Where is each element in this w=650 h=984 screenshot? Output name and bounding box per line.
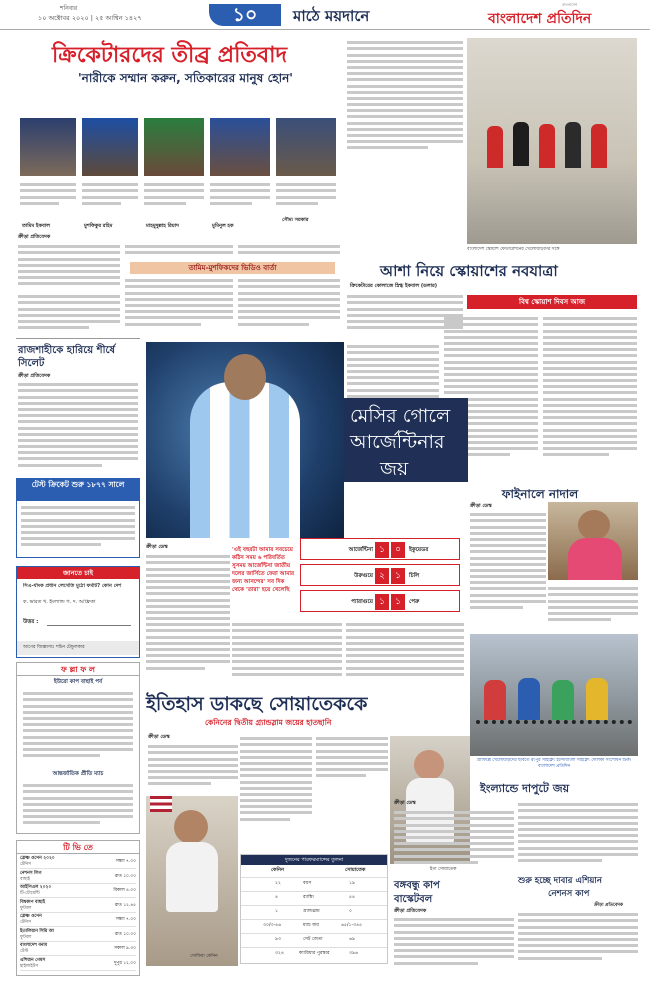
history-reporter: ক্রীড়া ডেস্ক [148, 734, 170, 740]
table-cell: ২২ [275, 881, 281, 886]
quiz-title: জানতে চাই [17, 567, 139, 579]
tv-listing [20, 856, 136, 974]
tv-row [20, 871, 136, 884]
player-name-2: মুশফিকুর রহিম [84, 223, 113, 229]
score-team-right: ইকুয়েডর [409, 547, 429, 553]
ilish-reporter: ক্রীড়া ডেস্ক [394, 800, 416, 806]
tv-program: ইতালিয়ান সিরি আ [20, 928, 54, 934]
history-body-right [316, 734, 388, 790]
quiz-answer-label: উত্তর : [23, 619, 39, 625]
nadal-reporter: ক্রীড়া ডেস্ক [470, 503, 492, 509]
player-photos [16, 118, 340, 178]
player-photo-2 [82, 118, 138, 176]
ilish-headline: ইংল্যান্ডে দাপুটে জয় [480, 782, 570, 795]
tv-title: টি ভি তে [17, 841, 139, 854]
brand-small: বাংলাদেশ [562, 2, 578, 7]
nadal-body [470, 510, 546, 630]
score-team-left: প্যারাগুয়ে [351, 599, 373, 605]
test-box-body [21, 503, 135, 553]
comparison-table-head [241, 867, 387, 876]
messi-body-3 [300, 620, 346, 688]
score-left: ১ [375, 594, 389, 610]
messi-headline-1: মেসির গোলে [350, 405, 451, 427]
messi-body-4 [346, 620, 464, 688]
table-cell: ৩৯৬ [349, 951, 358, 956]
tv-program: ফ্রেঞ্চ ওপেন [20, 914, 42, 919]
lead-body-col3 [238, 242, 340, 262]
tv-time: রাত ১০.০০ [114, 873, 136, 879]
table-cell: ১ [275, 909, 278, 914]
player-photo-4 [210, 118, 270, 176]
quiz-options: ক. ভারত খ. ইংল্যান্ড গ. দ. আফ্রিকা [23, 599, 96, 605]
left-column-rule [16, 338, 140, 339]
score-left: ১ [375, 542, 389, 558]
table-cell: ৬৯ [349, 937, 355, 942]
tv-time: রাত ১২.৪৫ [114, 902, 136, 908]
page-number-text: ১০ [232, 4, 258, 26]
tv-channel: ফুটবল [20, 934, 32, 940]
table-cell: ০ [349, 909, 352, 914]
tv-program: ফ্রেঞ্চ ওপেন ২০২০ [20, 856, 55, 861]
messi-quote: 'এই বছরটা আমার সবচেয়ে কঠিন সময় ৬ পরিবর্তিত সুসময় আর্জেন্টিনা জাতীয় দলের জার্সিতে ফেরা আমার জন্য আনন্দের' সব দিক থেকে 'তারা' হয়ে খেলেছি [232, 547, 295, 593]
table-cell: সেট জেতা [303, 937, 323, 942]
nadal-photo [548, 502, 638, 580]
rajshahi-reporter: ক্রীড়া প্রতিবেদক [18, 373, 51, 379]
asian-body [518, 910, 638, 970]
history-headline: ইতিহাস ডাকছে সোয়াতেককে [146, 693, 368, 715]
bangabandhu-body [394, 915, 514, 971]
football-sub1: ইউরো কাপ বাছাই পর্ব [53, 679, 103, 685]
player-photo-1 [20, 118, 76, 176]
kenin-photo [146, 796, 238, 966]
football-title: ফ ল্লা ফ ল [17, 663, 139, 676]
squash-intro-text [347, 38, 463, 172]
tv-channel: বাছাই [20, 876, 30, 882]
ilish-body-2 [518, 800, 638, 870]
asian-headline-2: নেশনস কাপ [548, 889, 590, 899]
cycling-caption: গ্রাফিক্সে খেলোয়াড়দের ছবিতে রংপুর সাইক্লিং ইন্দোবাংলা সাইক্লিং দোলকা সংশোধন শুরু। বাংলাদেশ প্রতিদিন [476, 758, 632, 769]
tv-row [20, 943, 136, 956]
asian-headline-1: শুরু হচ্ছে দাবার এশিয়ান [518, 876, 602, 886]
quiz-footer: আগের জিজ্ঞাসাঃ শচিন টেন্ডুলকার [17, 641, 139, 655]
tv-row [20, 958, 136, 971]
score-right: ১ [391, 568, 405, 584]
score-row [300, 564, 460, 586]
football-results-1 [23, 689, 133, 767]
tv-row [20, 929, 136, 942]
video-box-title: তামিম-মুশফিকদের ভিডিও বার্তা [130, 262, 335, 274]
comparison-table-title: দুজনের পারফরম্যান্সের তুলনা [241, 855, 387, 865]
messi-photo [146, 342, 344, 538]
score-row [300, 538, 460, 560]
tv-channel: টেনিস [20, 920, 31, 925]
table-cell: ৪ [275, 895, 278, 900]
lead-headline: ক্রিকেটারদের তীব্র প্রতিবাদ [52, 43, 288, 68]
table-cell: ক্যারিয়ার পুরস্কার [299, 951, 330, 956]
history-subhead: কেনিনের দ্বিতীয় গ্র্যান্ডস্লাম জয়ের হাতছানি [205, 718, 332, 727]
table-cell: ৩০/৩-৪৬ [263, 923, 282, 928]
scoreboard [300, 538, 460, 618]
tv-row [20, 900, 136, 913]
football-results-2 [23, 781, 133, 831]
table-cell: ম্যাচ জয় [303, 923, 319, 928]
player-name-5: সৌম্য সরকার [282, 217, 309, 223]
tv-row [20, 914, 136, 927]
score-row [300, 590, 460, 612]
tv-time: সকাল ৯.৩০ [114, 946, 136, 951]
test-box-title: টেস্ট ক্রিকেট শুরু ১৮৭৭ সালে [17, 479, 139, 501]
table-row [241, 905, 387, 917]
player-name-3: মাহমুদুল্লাহ রিয়াদ [146, 223, 179, 229]
squash-headline: আশা নিয়ে স্কোয়াশের নবযাত্রা [380, 262, 558, 280]
rajshahi-headline: রাজশাহীকে হারিয়ে শীর্ষে সিলেট [18, 345, 115, 369]
quiz-answer-line [47, 625, 131, 626]
table-cell: ৫৪ [349, 895, 355, 900]
squash-photo-caption: বাংলাদেশ স্কোয়াশ ফেডারেশনের খেলোয়াড়দের সঙ্গে [467, 247, 560, 252]
table-row [241, 933, 387, 945]
squash-reporter: ক্রিকেটারের কোলাজে স্নিগ্ধ ইকবাল (ডলার) [350, 283, 438, 289]
table-head-left: কেনিন [271, 867, 284, 873]
tv-program: বাংলাদেশ বনাম [20, 943, 48, 948]
tv-program: বিশ্বকাপ বাছাই [20, 899, 45, 905]
lead-body-col3b [238, 276, 340, 336]
lead-body-col1 [18, 242, 120, 292]
rajshahi-body [18, 380, 138, 476]
bangabandhu-headline-1: বঙ্গবন্ধু কাপ [394, 880, 440, 891]
quiz-question: সিএ-র্যাংক প্রধান লেখেতি মুঠো ফর্মাট? কোন দেশ [23, 583, 122, 589]
asian-reporter: ক্রীড়া প্রতিবেদক [594, 903, 623, 908]
ilish-body-1 [394, 808, 514, 870]
header-date: ১০ অক্টোবর ২০২০ | ২৫ আশ্বিন ১৪২৭ [38, 14, 142, 22]
tv-program: নেশনস লিগ [20, 870, 42, 876]
football-box [16, 662, 140, 834]
nadal-headline: ফাইনালে নাদাল [501, 487, 579, 501]
table-head-right: সোয়াতেক [345, 867, 366, 873]
score-team-left: আর্জেন্টিনা [348, 547, 373, 553]
comparison-table [240, 854, 388, 964]
messi-reporter: ক্রীড়া ডেস্ক [146, 544, 168, 550]
score-team-right: চিলি [409, 573, 420, 579]
cycling-photo [470, 634, 638, 756]
lead-body-col2 [125, 242, 233, 262]
history-body-left [148, 742, 238, 798]
score-team-right: পেরু [409, 599, 420, 605]
lead-body-col1b [18, 292, 120, 336]
quiz-box [16, 566, 140, 658]
history-body-mid [240, 734, 312, 842]
score-left: ২ [375, 568, 389, 584]
bangabandhu-reporter: ক্রীড়া প্রতিবেদক [394, 908, 427, 914]
brand-logo: বাংলাদেশ প্রতিদিন [488, 11, 592, 27]
player-name-4: মুমিনুল হক [212, 223, 234, 229]
score-right: ১ [391, 594, 405, 610]
tv-program: এশিয়ান গেমস [20, 957, 46, 963]
lead-subhead: 'নারীকে সম্মান করুন, সতিকারের মানুষ হোন' [78, 71, 293, 85]
messi-body-1 [146, 552, 230, 688]
tv-channel: হাইলাইটস [20, 963, 38, 969]
tv-channel: ফুটবল [20, 905, 32, 911]
tv-row [20, 856, 136, 869]
tv-time: বিকাল ৪.০০ [113, 888, 136, 893]
table-cell: গ্র্যান্ডস্লাম [303, 909, 320, 914]
player-name-1: তামিম ইকবাল [22, 223, 50, 229]
lead-body-col2b [125, 276, 233, 336]
table-cell: ৬৫/১-৩৪৫ [341, 923, 363, 928]
masthead [0, 0, 650, 30]
swiatek-photo-caption: ইগা সোয়াতেক [430, 867, 457, 872]
table-row [241, 919, 387, 931]
bangabandhu-headline-2: বাস্কেটবল [394, 894, 433, 905]
table-cell: ৯৩ [275, 937, 281, 942]
messi-headline-3: জয় [380, 458, 409, 480]
score-team-left: উরুগুয়ে [354, 573, 373, 579]
nadal-body-2 [548, 584, 638, 630]
table-cell: র‍্যাঙ্কিং [303, 895, 315, 900]
table-cell: ৩২৪ [275, 951, 284, 956]
tv-row [20, 885, 136, 898]
messi-headline-2: আর্জেন্টিনার [350, 431, 445, 453]
tv-program: আইপিএল ২০২০ [20, 885, 52, 890]
squash-photo [467, 38, 637, 244]
tv-channel: টেনিস [20, 862, 31, 867]
table-row [241, 891, 387, 903]
tv-channel: টেস্ট [20, 949, 29, 954]
kenin-photo-caption: সোফিয়া কেনিন [190, 954, 218, 959]
squash-banner: বিশ্ব স্কোয়াশ দিবস আজ [467, 295, 637, 309]
tv-time: সন্ধ্যা ৭.০০ [115, 917, 136, 922]
section-title: মাঠে ময়দানে [293, 7, 370, 25]
header-day: শনিবার [60, 5, 78, 12]
tv-time: সন্ধ্যা ৭.০০ [115, 859, 136, 864]
lead-reporter: ক্রীড়া প্রতিবেদক [18, 234, 51, 240]
test-box [16, 478, 140, 558]
player-photo-3 [144, 118, 204, 176]
table-cell: বয়স [303, 881, 312, 886]
score-right: ০ [391, 542, 405, 558]
table-row [241, 947, 387, 959]
football-sub2: আন্তর্জাতিক প্রীতি ম্যাচ [52, 771, 104, 777]
tv-channel: টি-টোয়েন্টি [20, 891, 40, 896]
table-cell: ১৯ [349, 881, 355, 886]
player-photo-5 [276, 118, 336, 176]
tv-time: দুপুর ১২.০০ [114, 960, 136, 966]
tv-time: রাত ১০.০০ [114, 931, 136, 937]
table-row [241, 877, 387, 889]
